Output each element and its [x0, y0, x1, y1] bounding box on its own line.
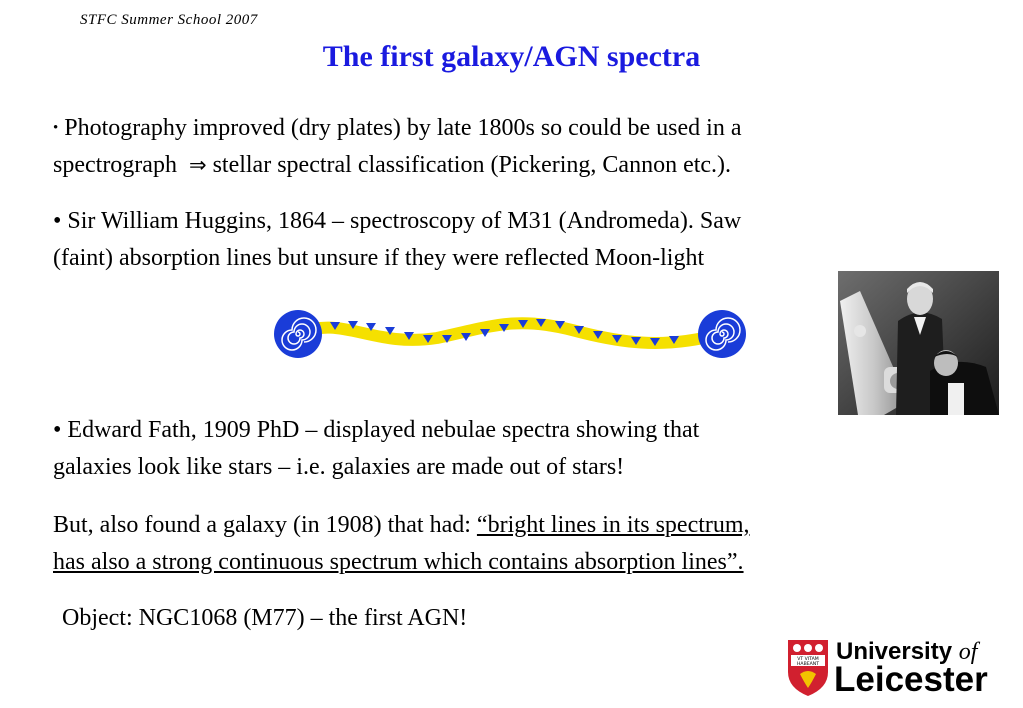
galaxy-left-icon — [274, 310, 322, 358]
paragraph-huggins — [53, 203, 741, 277]
text-line: (faint) absorption lines but unsure if they were reflected Moon-light — [53, 245, 705, 271]
logo-word: University — [836, 638, 953, 665]
text-line: stellar spectral classification (Pickering, Cannon etc.). — [212, 152, 732, 178]
quote-text: “bright lines in its spectrum, — [476, 512, 750, 538]
text-line: spectrograph — [53, 152, 177, 178]
text-line: Photography improved (dry plates) by late 1800s so could be used in a — [64, 115, 742, 141]
paragraph-fath — [53, 412, 699, 486]
motto-line: VT VITAM — [797, 657, 819, 662]
text-line: • Sir William Huggins, 1864 – spectroscopy of M31 (Andromeda). Saw — [53, 208, 742, 234]
galaxy-right-icon — [698, 310, 746, 358]
galaxy-connection-diagram — [272, 308, 748, 360]
slide-title: The first galaxy/AGN spectra — [322, 40, 701, 73]
paragraph-object: Object: NGC1068 (M77) – the first AGN! — [62, 605, 468, 631]
huggins-telescope-photo — [838, 271, 999, 415]
motto-line: HABEANT — [796, 662, 820, 667]
quote-text: has also a strong continuous spectrum which contains absorption lines”. — [53, 549, 744, 575]
paragraph-photography — [53, 110, 741, 184]
shield-icon — [786, 638, 830, 698]
university-of-leicester-logo — [786, 636, 1006, 700]
text-line: But, also found a galaxy (in 1908) that had: — [53, 512, 477, 538]
header-text: STFC Summer School 2007 — [80, 12, 258, 28]
logo-leicester-text: Leicester — [834, 660, 988, 699]
implies-arrow: ⇒ — [188, 153, 207, 177]
logo-word: of — [958, 639, 978, 665]
bullet: • — [53, 120, 59, 136]
text-line: • Edward Fath, 1909 PhD – displayed nebulae spectra showing that — [53, 417, 700, 443]
text-line: galaxies look like stars – i.e. galaxies are made out of stars! — [53, 454, 625, 480]
paragraph-bright-lines — [53, 507, 750, 581]
